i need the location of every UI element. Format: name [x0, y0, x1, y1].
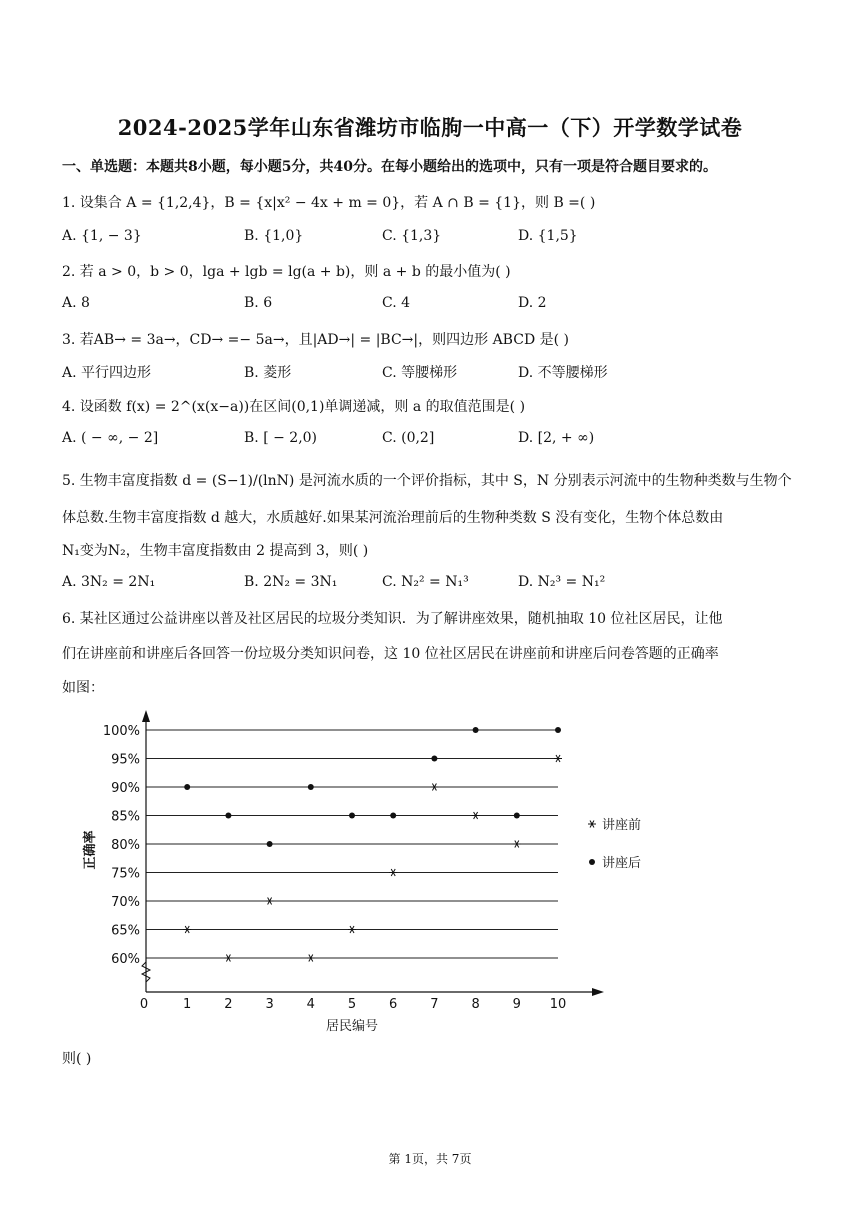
section-heading: 一、单选题：本题共8小题，每小题5分，共40分。在每小题给出的选项中，只有一项是符合题目要求的。	[62, 159, 717, 175]
q5-option-c: C. N₂² = N₁³	[382, 574, 469, 590]
q2-option-c: C. 4	[382, 295, 411, 311]
q3-option-d: D. 不等腰梯形	[518, 365, 608, 381]
x-tick-label: 4	[306, 997, 315, 1012]
point-before	[554, 755, 562, 762]
q3-option-b: B. 菱形	[244, 365, 292, 381]
q1-option-b: B. {1,0}	[244, 228, 304, 244]
y-tick-label: 70%	[111, 895, 140, 910]
point-before	[224, 955, 232, 962]
point-after	[184, 784, 190, 790]
q5-option-a: A. 3N₂ = 2N₁	[62, 574, 156, 590]
y-axis-label: 正确率	[83, 830, 98, 870]
x-tick-label: 3	[265, 997, 274, 1012]
point-after	[473, 727, 479, 733]
q3-option-c: C. 等腰梯形	[382, 365, 458, 381]
legend-marker-before	[588, 821, 596, 828]
q4-option-c: C. (0,2]	[382, 430, 435, 446]
point-before	[266, 898, 274, 905]
page-footer: 第 1页，共 7页	[388, 1152, 472, 1166]
y-tick-label: 100%	[102, 724, 140, 739]
point-before	[389, 869, 397, 876]
y-tick-label: 65%	[111, 923, 140, 939]
x-tick-label: 10	[549, 997, 567, 1012]
legend-label: 讲座后	[602, 856, 642, 871]
question-6-line-1: 6. 某社区通过公益讲座以普及社区居民的垃圾分类知识．为了解讲座效果，随机抽取 10 位社区居民，让他	[62, 611, 723, 627]
question-2-stem: 2. 若 a > 0，b > 0，lga + lgb = lg(a + b)，则 a + b 的最小值为( )	[62, 264, 511, 280]
x-tick-label: 6	[389, 997, 398, 1012]
y-tick-label: 60%	[111, 952, 140, 967]
point-before	[183, 926, 191, 933]
point-before	[430, 784, 438, 791]
point-before	[513, 841, 521, 848]
point-after	[390, 813, 396, 819]
legend-marker-after	[589, 859, 595, 865]
y-tick-label: 95%	[111, 752, 140, 768]
y-tick-label: 85%	[111, 809, 140, 825]
question-6-line-3: 如图：	[62, 680, 104, 696]
q3-option-a: A. 平行四边形	[62, 365, 152, 381]
accuracy-scatter-chart	[70, 700, 690, 1040]
q2-option-b: B. 6	[244, 295, 273, 311]
q1-option-c: C. {1,3}	[382, 228, 442, 244]
x-tick-label: 7	[430, 997, 439, 1012]
x-tick-label: 5	[347, 997, 357, 1012]
exam-title: 2024-2025学年山东省潍坊市临朐一中高一（下）开学数学试卷	[117, 115, 743, 140]
question-6-line-2: 们在讲座前和讲座后各回答一份垃圾分类知识问卷，这 10 位社区居民在讲座前和讲座后问卷答题的正确率	[62, 646, 719, 662]
question-5-line-2: 体总数.生物丰富度指数 d 越大，水质越好.如果某河流治理前后的生物种类数 S 没有变化，生物个体总数由	[62, 510, 724, 526]
point-after	[308, 784, 314, 790]
point-after	[349, 813, 355, 819]
question-5-line-1: 5. 生物丰富度指数 d = (S−1)/(lnN) 是河流水质的一个评价指标，其中 S，N 分别表示河流中的生物种类数与生物个	[62, 473, 792, 489]
q2-option-a: A. 8	[62, 295, 90, 311]
point-before	[472, 812, 480, 819]
y-tick-label: 90%	[111, 781, 140, 796]
x-tick-label: 1	[183, 997, 192, 1012]
q5-option-b: B. 2N₂ = 3N₁	[244, 574, 338, 590]
question-1-stem: 1. 设集合 A = {1,2,4}，B = {x|x² − 4x + m = 0}，若 A ∩ B = {1}，则 B =( )	[62, 195, 596, 211]
question-3-stem: 3. 若AB→ = 3a→，CD→ =− 5a→，且|AD→| = |BC→|，则四边形 ABCD 是( )	[62, 332, 569, 348]
q1-option-a: A. {1, − 3}	[62, 228, 142, 244]
legend-label: 讲座前	[602, 818, 642, 833]
question-5-line-3: N₁变为N₂，生物丰富度指数由 2 提高到 3，则( )	[62, 543, 369, 559]
x-tick-label: 0	[139, 997, 149, 1012]
q2-option-d: D. 2	[518, 295, 547, 311]
q4-option-d: D. [2, + ∞)	[518, 430, 595, 446]
x-tick-label: 8	[471, 997, 480, 1012]
point-after	[267, 841, 273, 847]
point-after	[514, 813, 520, 819]
x-axis-arrow	[592, 988, 604, 996]
point-after	[555, 727, 561, 733]
q4-option-a: A. ( − ∞, − 2]	[62, 430, 159, 446]
x-tick-label: 9	[512, 997, 521, 1012]
question-4-stem: 4. 设函数 f(x) = 2^(x(x−a))在区间(0,1)单调递减，则 a 的取值范围是( )	[62, 399, 526, 415]
x-tick-label: 2	[224, 997, 233, 1012]
x-axis-label: 居民编号	[325, 1019, 379, 1034]
y-tick-label: 75%	[111, 866, 140, 882]
y-tick-label: 80%	[111, 838, 140, 853]
point-before	[348, 926, 356, 933]
point-before	[307, 955, 315, 962]
q5-option-d: D. N₂³ = N₁²	[518, 574, 606, 590]
q1-option-d: D. {1,5}	[518, 228, 578, 244]
point-after	[431, 756, 437, 762]
q4-option-b: B. [ − 2,0)	[244, 430, 318, 446]
y-axis-arrow	[142, 710, 150, 722]
question-6-then: 则( )	[62, 1051, 92, 1067]
point-after	[225, 813, 231, 819]
